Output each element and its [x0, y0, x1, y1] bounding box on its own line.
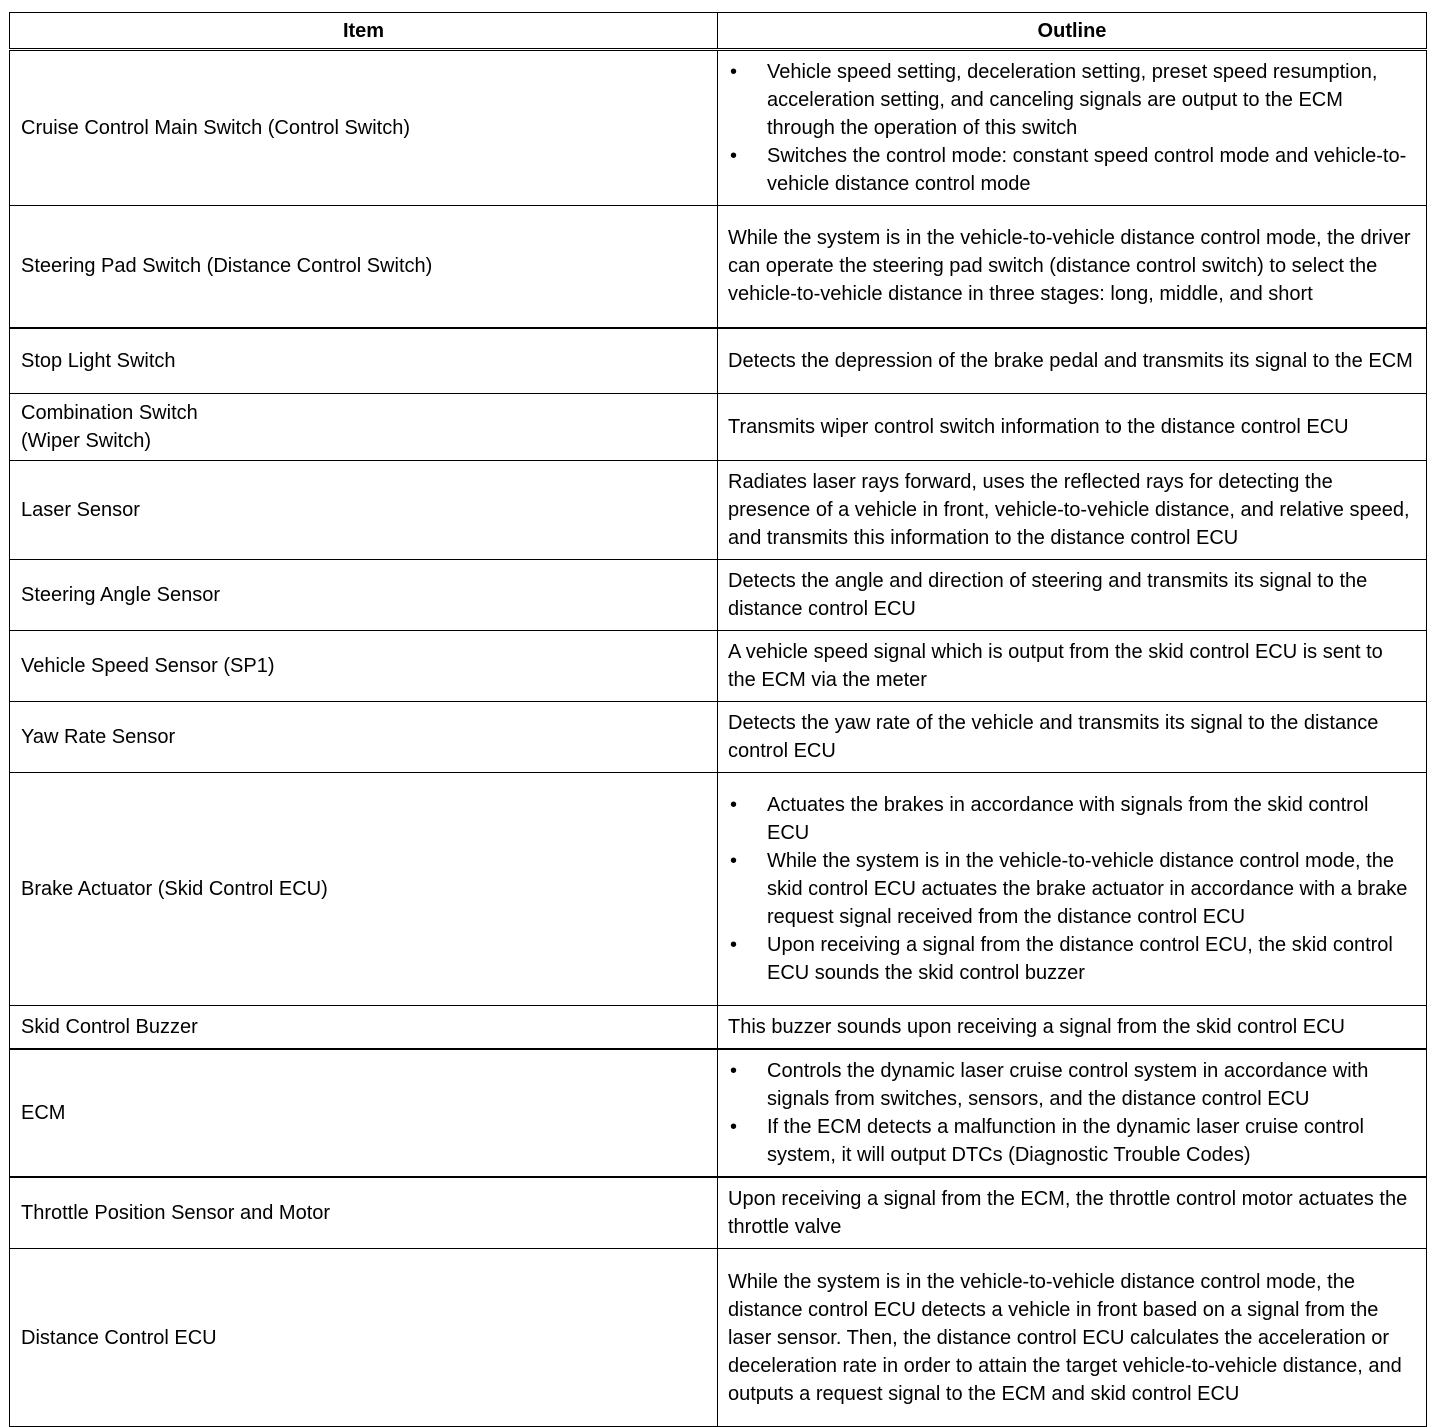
outline-cell — [718, 773, 1427, 1006]
table-row — [10, 206, 1427, 328]
outline-bullet-text: Vehicle speed setting, deceleration setting, preset speed resumption, acceleration setting, and canceling signals are output to the ECM through the operation of this switch — [767, 61, 1378, 139]
item-label: Laser Sensor — [21, 499, 140, 521]
table-row — [10, 1049, 1427, 1177]
outline-cell — [718, 461, 1427, 560]
table-row — [10, 1177, 1427, 1249]
outline-text: Detects the depression of the brake pedal and transmits its signal to the ECM — [728, 349, 1413, 372]
outline-bullet-text: Upon receiving a signal from the distance control ECU, the skid control ECU sounds the skid control buzzer — [767, 934, 1393, 984]
item-label: Distance Control ECU — [21, 1326, 217, 1349]
table-row — [10, 702, 1427, 773]
outline-bullet-item — [728, 142, 1416, 198]
table-row — [10, 461, 1427, 560]
item-cell — [10, 773, 718, 1006]
outline-text: Transmits wiper control switch information to the distance control ECU — [728, 416, 1349, 438]
outline-cell — [718, 702, 1427, 773]
outline-text: While the system is in the vehicle-to-vehicle distance control mode, the distance control ECU detects a vehicle in front based on a signal from the laser sensor. Then, the distance control ECU calculates the acceleration or deceleration rate in order to attain the target vehicle-to-vehicle distance, and outputs a request signal to the ECM and skid control ECU — [728, 1270, 1402, 1405]
outline-bullet-text: Actuates the brakes in accordance with signals from the skid control ECU — [767, 794, 1369, 844]
bullet-marker: • — [730, 934, 738, 956]
table-row — [10, 328, 1427, 394]
outline-text: Detects the yaw rate of the vehicle and transmits its signal to the distance control ECU — [728, 712, 1379, 762]
bullet-marker: • — [730, 61, 738, 83]
table-header-row — [10, 13, 1427, 50]
item-cell — [10, 394, 718, 461]
outline-cell — [718, 206, 1427, 328]
outline-bullet-item — [728, 1113, 1416, 1169]
item-label: Throttle Position Sensor and Motor — [21, 1202, 331, 1224]
item-label: Skid Control Buzzer — [21, 1016, 198, 1038]
outline-bullet-list — [728, 58, 1416, 198]
header-item: Item — [10, 13, 718, 50]
item-cell — [10, 1049, 718, 1177]
outline-bullet-text: Switches the control mode: constant speed control mode and vehicle-to-vehicle distance control mode — [767, 145, 1407, 195]
outline-cell — [718, 560, 1427, 631]
item-label: Brake Actuator (Skid Control ECU) — [21, 878, 328, 900]
item-label: Vehicle Speed Sensor (SP1) — [21, 655, 275, 677]
outline-bullet-item — [728, 931, 1416, 987]
outline-cell — [718, 328, 1427, 394]
item-cell — [10, 560, 718, 631]
bullet-marker: • — [730, 794, 738, 816]
item-cell — [10, 1249, 718, 1427]
outline-text: Radiates laser rays forward, uses the reflected rays for detecting the presence of a vehicle in front, vehicle-to-vehicle distance, and relative speed, and transmits this information to the distance control ECU — [728, 471, 1410, 549]
bullet-marker: • — [730, 1060, 738, 1082]
table-row — [10, 1249, 1427, 1427]
item-cell — [10, 1177, 718, 1249]
outline-cell — [718, 631, 1427, 702]
outline-cell — [718, 50, 1427, 206]
item-label: ECM — [21, 1102, 66, 1124]
item-cell — [10, 631, 718, 702]
outline-bullet-item — [728, 847, 1416, 931]
outline-text: Upon receiving a signal from the ECM, the throttle control motor actuates the throttle valve — [728, 1188, 1408, 1238]
item-label: Steering Angle Sensor — [21, 584, 221, 606]
outline-cell — [718, 1177, 1427, 1249]
item-cell — [10, 702, 718, 773]
item-label: Stop Light Switch — [21, 349, 176, 372]
item-cell — [10, 328, 718, 394]
outline-cell — [718, 1049, 1427, 1177]
outline-bullet-text: While the system is in the vehicle-to-vehicle distance control mode, the skid control ECU actuates the brake actuator in accordance with a brake request signal received from the distance control ECU — [767, 850, 1408, 928]
outline-text: A vehicle speed signal which is output from the skid control ECU is sent to the ECM via the meter — [728, 641, 1383, 691]
table-row — [10, 50, 1427, 206]
outline-cell — [718, 1006, 1427, 1050]
bullet-marker: • — [730, 850, 738, 872]
item-label: Cruise Control Main Switch (Control Switch) — [21, 117, 411, 139]
header-outline: Outline — [718, 13, 1427, 50]
item-label: Yaw Rate Sensor — [21, 726, 176, 748]
item-cell — [10, 461, 718, 560]
outline-bullet-text: If the ECM detects a malfunction in the dynamic laser cruise control system, it will output DTCs (Diagnostic Trouble Codes) — [767, 1116, 1364, 1166]
item-cell — [10, 1006, 718, 1050]
outline-bullet-list — [728, 791, 1416, 987]
outline-text: While the system is in the vehicle-to-vehicle distance control mode, the driver can operate the steering pad switch (distance control switch) to select the vehicle-to-vehicle distance in three stages: long, middle, and short — [728, 227, 1411, 306]
table-row — [10, 1006, 1427, 1050]
bullet-marker: • — [730, 145, 738, 167]
table-row — [10, 631, 1427, 702]
table-row — [10, 560, 1427, 631]
item-cell — [10, 206, 718, 328]
outline-bullet-item — [728, 1057, 1416, 1113]
item-cell — [10, 50, 718, 206]
outline-text: This buzzer sounds upon receiving a signal from the skid control ECU — [728, 1016, 1345, 1038]
outline-bullet-item — [728, 791, 1416, 847]
item-label: Steering Pad Switch (Distance Control Switch) — [21, 255, 433, 278]
outline-bullet-text: Controls the dynamic laser cruise control system in accordance with signals from switches, sensors, and the distance control ECU — [767, 1060, 1369, 1110]
outline-bullet-list — [728, 1057, 1416, 1169]
outline-cell — [718, 1249, 1427, 1427]
item-label: Combination Switch (Wiper Switch) — [21, 402, 198, 452]
bullet-marker: • — [730, 1116, 738, 1138]
outline-text: Detects the angle and direction of steering and transmits its signal to the distance control ECU — [728, 570, 1368, 620]
outline-cell — [718, 394, 1427, 461]
table-row — [10, 394, 1427, 461]
outline-bullet-item — [728, 58, 1416, 142]
component-outline-table — [9, 12, 1427, 1427]
table-row — [10, 773, 1427, 1006]
